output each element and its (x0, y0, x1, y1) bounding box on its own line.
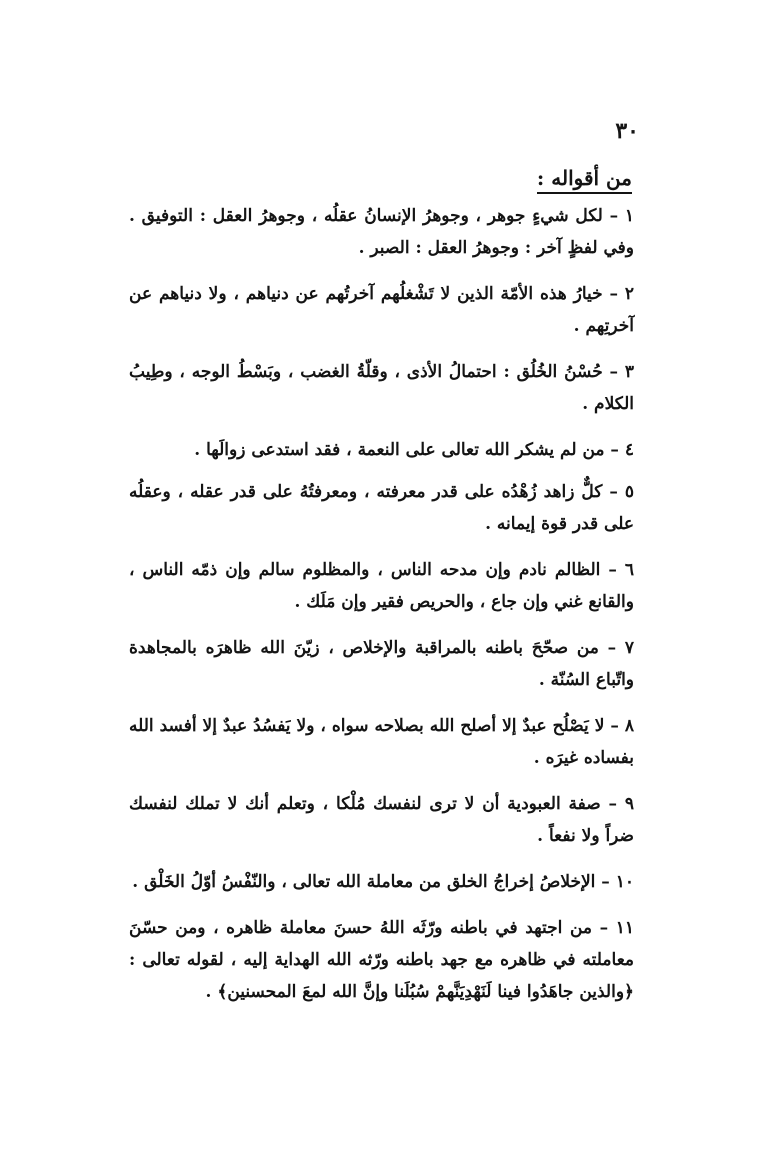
saying-1: ١ – لكل شيءٍ جوهر ، وجوهرُ الإنسانُ عقلُه ، وجوهرُ العقل : التوفيق . وفي لفظٍ آخر : وجوهرُ العقل : الصبر . (129, 206, 634, 258)
saying-8: ٨ – لا يَصْلُح عبدٌ إلا أصلح الله بصلاحه سواه ، ولا يَفسُدُ عبدٌ إلا أفسد الله بفساده غيرَه . (129, 716, 634, 768)
saying-6: ٦ – الظالم نادم وإن مدحه الناس ، والمظلوم سالم وإن ذمّه الناس ، والقانع غني وإن جاع ، والحريص فقير وإن مَلَك . (129, 560, 634, 612)
saying-9: ٩ – صفة العبودية أن لا ترى لنفسك مُلْكا ، وتعلم أنك لا تملك لنفسك ضراً ولا نفعاً . (129, 794, 634, 846)
saying-3: ٣ – حُسْنُ الخُلُق : احتمالُ الأذى ، وقلّةُ الغضب ، وبَسْطُ الوجه ، وطِيبُ الكلام . (129, 362, 634, 414)
saying-2: ٢ – خيارُ هذه الأمّة الذين لا تَشْغلُهم آخرتُهم عن دنياهم ، ولا دنياهم عن آخرتِهم . (129, 284, 634, 336)
saying-10: ١٠ – الإخلاصُ إخراجُ الخلق من معاملة الله تعالى ، والنّفْسُ أوّلُ الخَلْق . (132, 872, 634, 892)
saying-4: ٤ – من لم يشكر الله تعالى على النعمة ، فقد استدعى زوالَها . (194, 440, 634, 460)
sayings-list (129, 200, 634, 1022)
saying-7: ٧ – من صحّحَ باطنه بالمراقبة والإخلاص ، زيّنَ الله ظاهرَه بالمجاهدة واتّباع السُنّة . (129, 638, 634, 690)
page-number: ٣٠ (615, 118, 639, 144)
saying-11: ١١ – من اجتهد في باطنه ورّثَه اللهُ حسنَ معاملة ظاهره ، ومن حسّنَ معاملته في ظاهره مع جهد باطنه ورّثه الله الهداية إليه ، لقوله تعالى : ﴿والذين جاهَدُوا فينا لَنَهْدِيَنَّهمْ سُبُلَنا وإنَّ الله لمعَ المحسنين﴾ . (129, 918, 634, 1002)
saying-5: ٥ – كلٌّ زاهد زُهْدُه على قدر معرفته ، ومعرفتُهُ على قدر عقله ، وعقلُه على قدر قوة إيمانه . (129, 482, 634, 534)
section-heading: من أقواله : (537, 166, 632, 194)
